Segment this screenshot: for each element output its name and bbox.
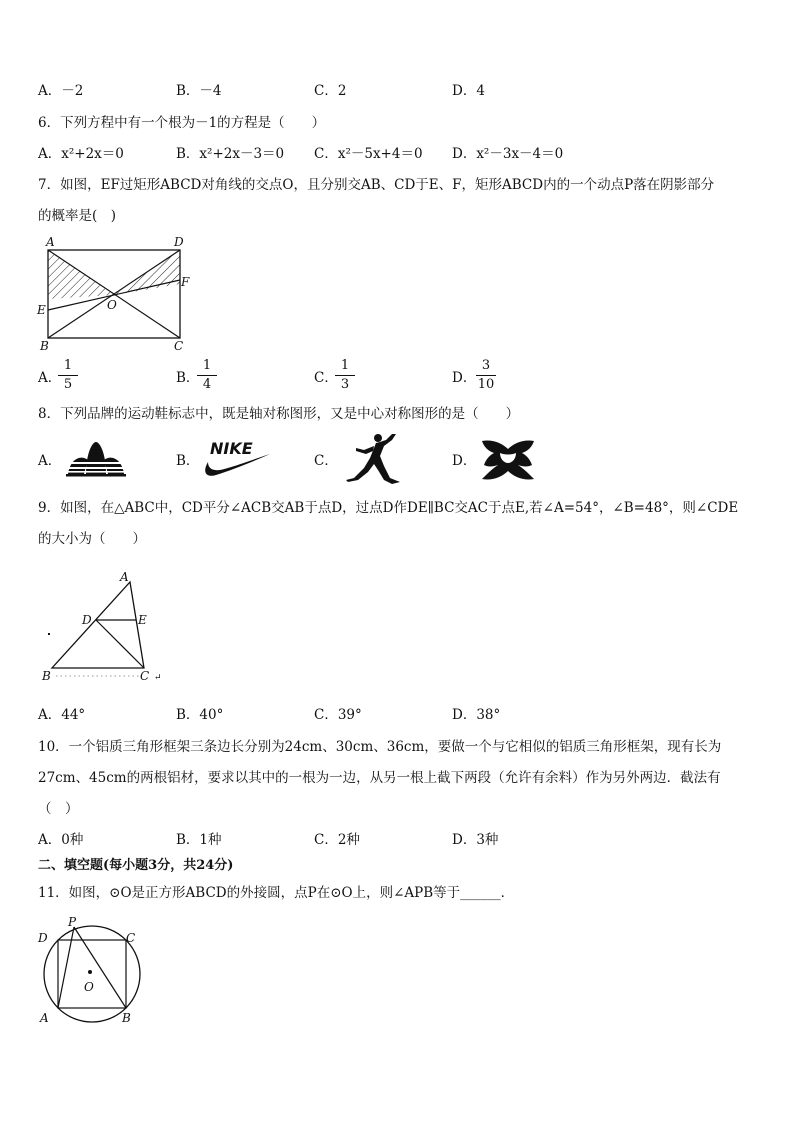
q11-square-abcd	[58, 940, 126, 1008]
q7-option-b-den: 4	[202, 377, 212, 392]
q7-option-d-den: 10	[477, 377, 495, 392]
q7-option-b-fraction	[197, 358, 217, 393]
q6-option-b: B．x²+2x－3＝0	[176, 146, 285, 162]
q7-option-d-prefix: D．	[452, 370, 477, 386]
q11-stem: 11．如图，⊙O是正方形ABCD的外接圆，点P在⊙O上，则∠APB等于______．	[38, 885, 515, 901]
q9-label-a: A	[120, 570, 129, 584]
q5-option-a: A．－2	[38, 83, 84, 99]
q10-stem-line2: 27cm、45cm的两根铝材，要求以其中的一根为一边，从另一根上截下两段（允许有余料）作为另外两边．截法有	[38, 770, 721, 786]
q7-option-b-prefix: B．	[176, 370, 200, 386]
q7-option-b-num: 1	[197, 358, 217, 376]
q11-label-p: P	[68, 915, 77, 929]
q6-stem: 6．下列方程中有一个根为－1的方程是（ ）	[38, 115, 326, 131]
q6-option-a: A．x²+2x＝0	[38, 146, 124, 162]
q7-option-c-den: 3	[340, 377, 350, 392]
q10-option-b: B．1种	[176, 832, 222, 848]
q7-label-a: A	[46, 235, 55, 249]
q11-circle-figure	[34, 914, 154, 1026]
q7-option-a-prefix: A．	[38, 370, 62, 386]
q8-option-b: B．	[176, 453, 200, 469]
q8-stem: 8．下列品牌的运动鞋标志中，既是轴对称图形，又是中心对称图形的是（ ）	[38, 406, 520, 422]
q8-option-a: A．	[38, 453, 62, 469]
q9-stem-line1: 9．如图，在△ABC中，CD平分∠ACB交AB于点D，过点D作DE∥BC交AC于点E,若∠A=54°，∠B=48°，则∠CDE	[38, 500, 739, 516]
q7-label-b: B	[40, 339, 49, 353]
q5-option-b: B．－4	[176, 83, 222, 99]
q11-segment-pb	[74, 927, 126, 1008]
q11-segment-pa	[58, 927, 74, 1008]
q7-rectangle-figure	[34, 232, 194, 356]
nike-logo-text: NIKE	[210, 439, 253, 458]
q5-option-c: C．2	[314, 83, 347, 99]
section-2-heading: 二、填空题(每小题3分，共24分)	[38, 858, 234, 873]
q9-label-d: D	[82, 613, 92, 627]
q9-triangle-abc	[52, 582, 144, 668]
under-armour-logo	[478, 437, 538, 483]
q7-stem-line2: 的概率是( )	[38, 208, 117, 224]
q7-option-a-den: 5	[63, 377, 73, 392]
q5-option-d: D．4	[452, 83, 485, 99]
q11-label-o: O	[84, 980, 94, 994]
q11-label-c: C	[126, 931, 136, 945]
nike-swoosh-logo	[200, 436, 272, 480]
q11-label-b: B	[122, 1011, 131, 1025]
q10-stem-line1: 10．一个铝质三角形框架三条边长分别为24cm、30cm、36cm，要做一个与它相似的铝质三角形框架，现有长为	[38, 739, 722, 755]
q9-label-c: C	[140, 669, 150, 683]
q7-shaded-left	[48, 250, 114, 299]
q11-label-a: A	[40, 1011, 49, 1025]
q9-label-e: E	[138, 613, 147, 627]
q10-stem-line3: （ ）	[38, 801, 79, 817]
svg-text:↵: ↵	[154, 673, 162, 683]
q7-option-c-num: 1	[335, 358, 355, 376]
q9-label-b: B	[42, 669, 51, 683]
q7-label-e: E	[37, 303, 46, 317]
q11-center-dot	[88, 970, 92, 974]
q9-triangle-figure	[36, 566, 166, 688]
q6-option-c: C．x²－5x+4＝0	[314, 146, 423, 162]
q7-option-d-fraction	[476, 358, 496, 393]
q7-option-a-fraction	[58, 358, 78, 393]
q7-label-c: C	[174, 339, 184, 353]
q7-stem-line1: 7．如图，EF过矩形ABCD对角线的交点O，且分别交AB、CD于E、F，矩形ABCD内的一个动点P落在阴影部分	[38, 177, 715, 193]
jordan-jumpman-logo	[340, 432, 406, 486]
q7-option-c-fraction	[335, 358, 355, 393]
q9-option-a: A．44°	[38, 707, 86, 723]
q6-option-d: D．x²－3x－4＝0	[452, 146, 564, 162]
q10-option-c: C．2种	[314, 832, 360, 848]
q9-option-d: D．38°	[452, 707, 501, 723]
q7-label-o: O	[107, 298, 117, 312]
q10-option-d: D．3种	[452, 832, 499, 848]
q8-option-c: C．	[314, 453, 338, 469]
q7-option-d-num: 3	[476, 358, 496, 376]
q7-option-c-prefix: C．	[314, 370, 338, 386]
q7-label-f: F	[181, 275, 190, 289]
q9-option-c: C．39°	[314, 707, 362, 723]
q7-label-d: D	[174, 235, 184, 249]
q7-option-a-num: 1	[58, 358, 78, 376]
q10-option-a: A．0种	[38, 832, 84, 848]
q8-option-d: D．	[452, 453, 477, 469]
q9-stem-line2: 的大小为（ ）	[38, 531, 146, 547]
adidas-trefoil-logo	[64, 438, 128, 478]
q11-label-d: D	[38, 931, 48, 945]
q9-option-b: B．40°	[176, 707, 224, 723]
